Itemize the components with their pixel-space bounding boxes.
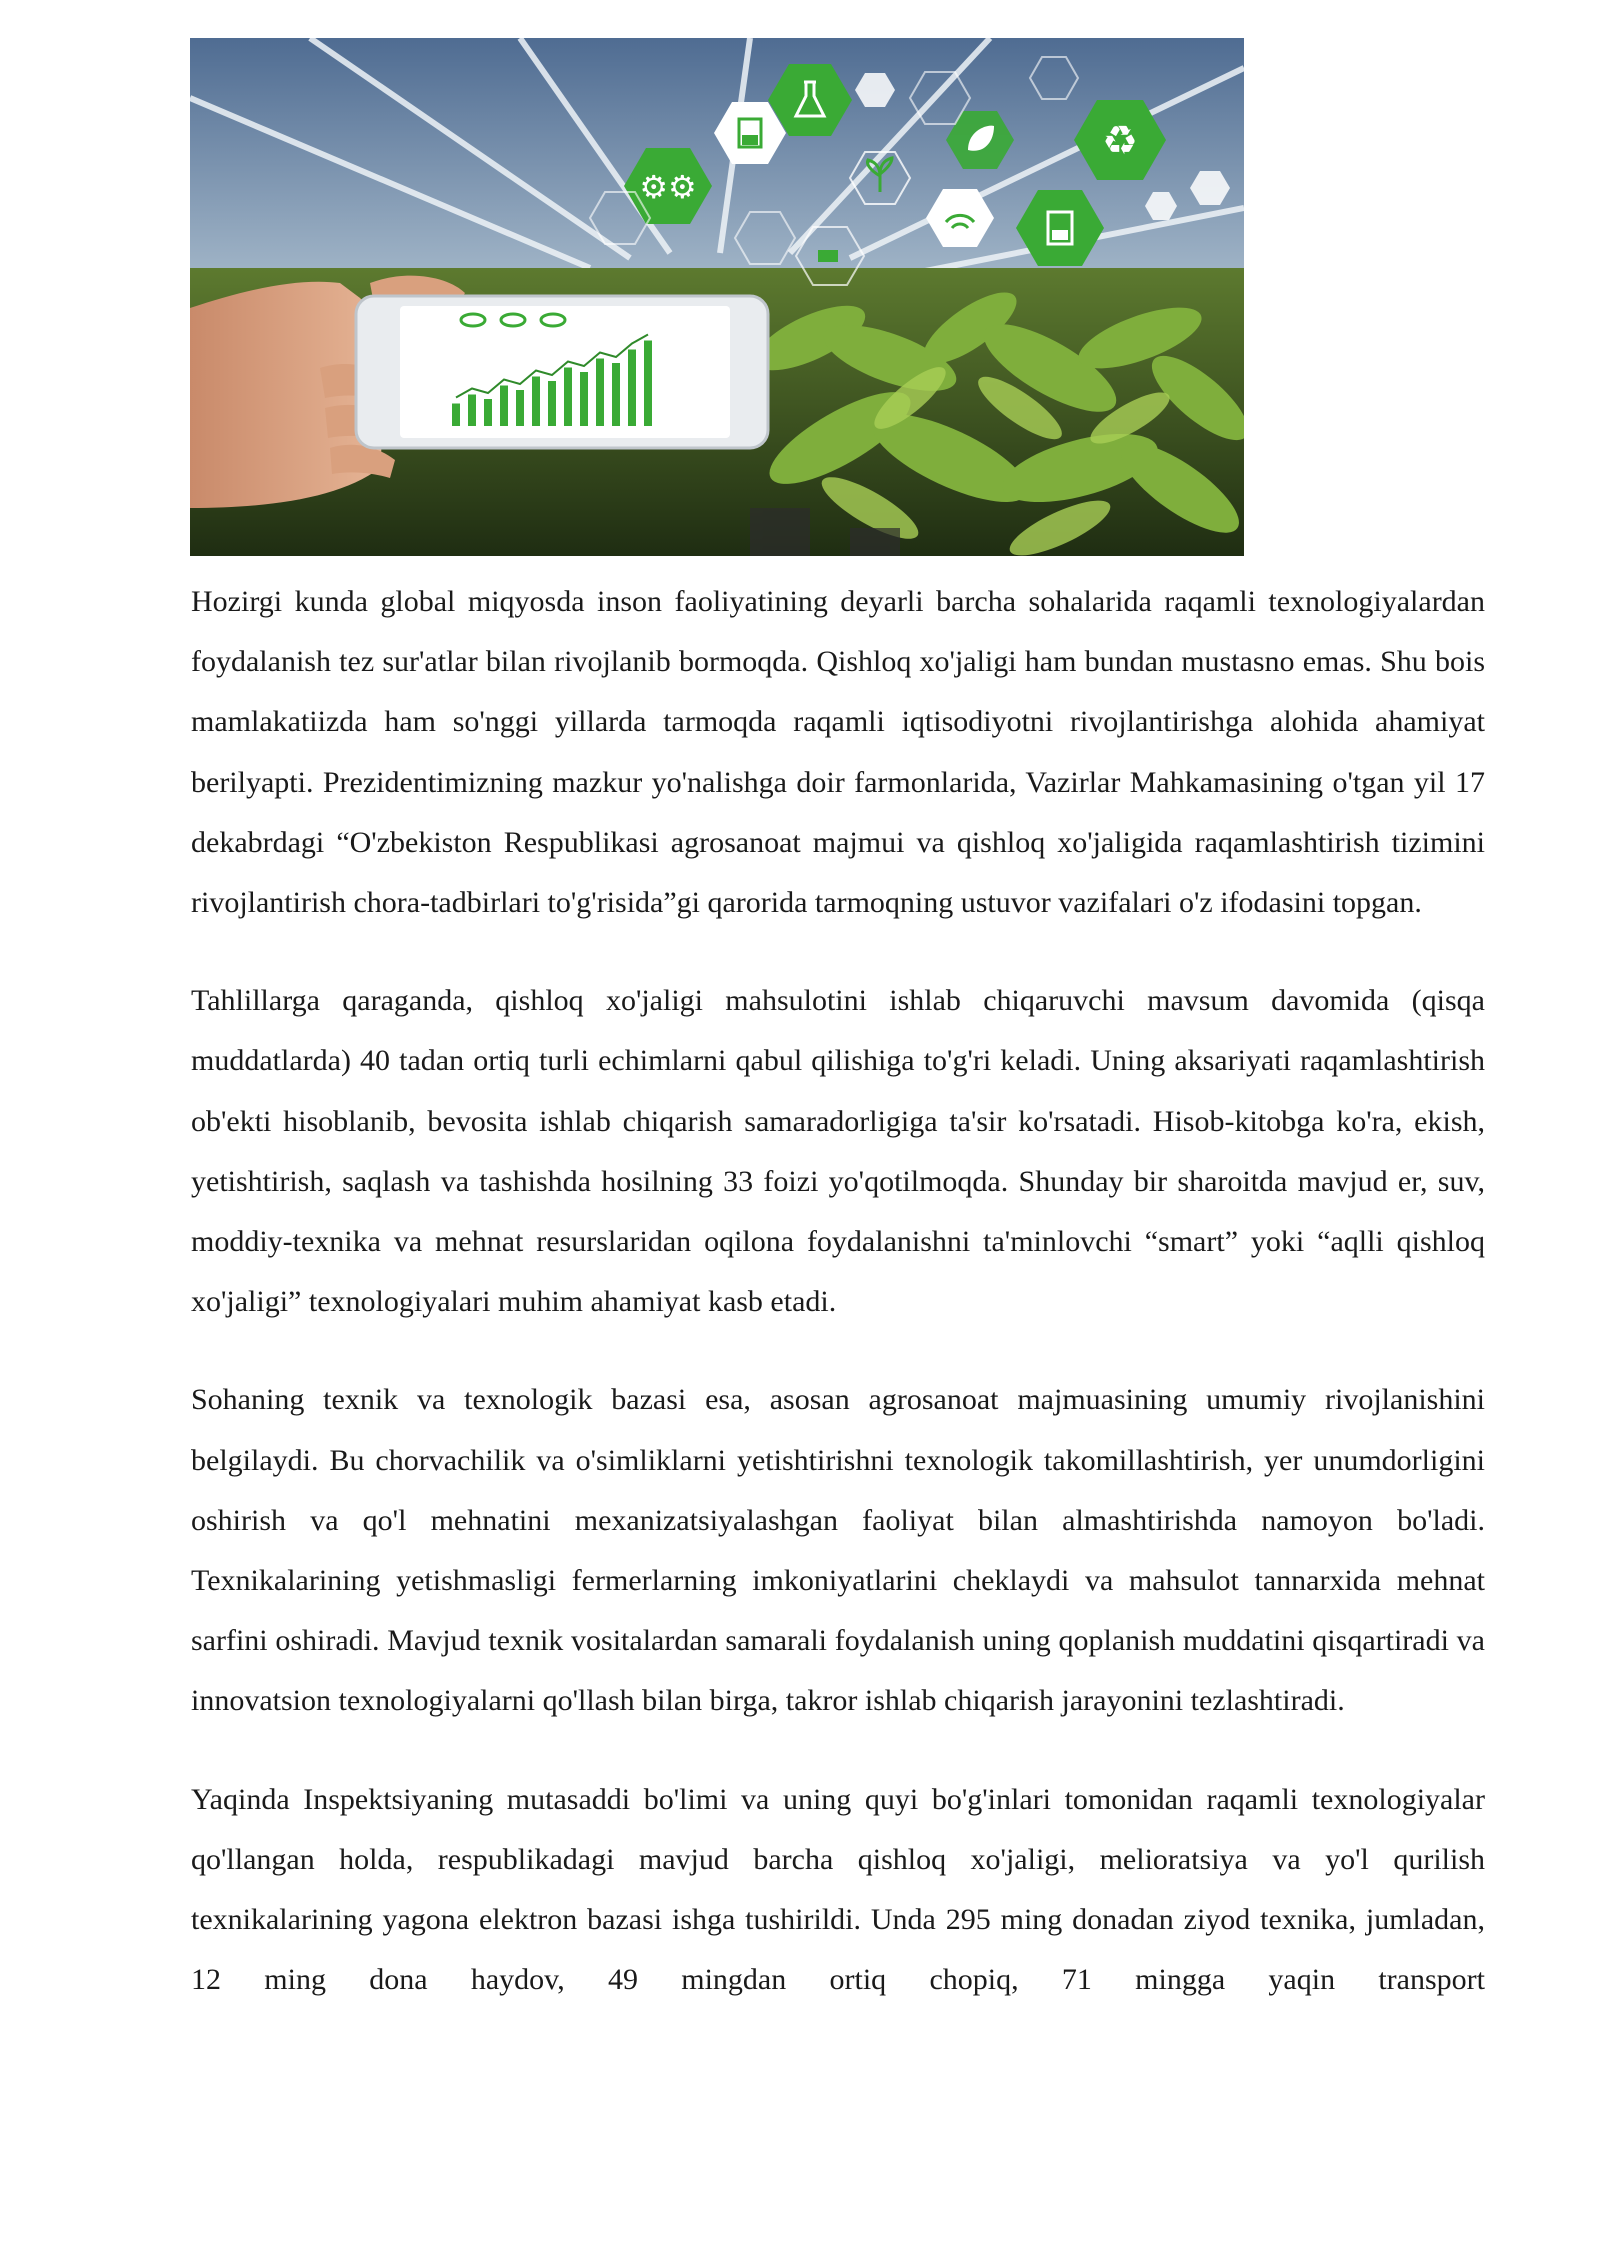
- phone-chart-bar: [468, 395, 476, 427]
- phone-chart-bar: [564, 368, 572, 427]
- phone-chart-bar: [516, 390, 524, 426]
- article-body: [191, 572, 1485, 2048]
- article-paragraph: Tahlillarga qaraganda, qishloq xo'jaligi mahsulotini ishlab chiqaruvchi mavsum davomida (qisqa muddatlarda) 40 tadan ortiq turli echimlarni qabul qilishiga to'g'ri keladi. Uning aksariyati raqamlashtirish ob'ekti hisoblanib, bevosita ishlab chiqarish samaradorligiga ta'sir ko'rsatadi. Hisob-kitobga ko'ra, ekish, yetishtirish, saqlash va tashishda hosilning 33 foizi yo'qotilmoqda. Shunday bir sharoitda mavjud er, suv, moddiy-texnika va mehnat resurslaridan oqilona foydalanishni ta'minlovchi “smart” yoki “aqlli qishloq xo'jaligi” texnologiyalari muhim ahamiyat kasb etadi.: [191, 984, 1485, 1319]
- phone-chart-bar: [452, 404, 460, 427]
- phone-chart-bar: [612, 363, 620, 426]
- article-paragraph: Sohaning texnik va texnologik bazasi esa, asosan agrosanoat majmuasining umumiy rivojlanishini belgilaydi. Bu chorvachilik va o'simliklarni yetishtirishni texnologik takomillashtirish, yer unumdorligini oshirish va qo'l mehnatini mexanizatsiyalashgan faoliyat bilan almashtirishda namoyon bo'ladi. Texnikalarining yetishmasligi fermerlarning imkoniyatlarini cheklaydi va mahsulot tannarxida mehnat sarfini oshiradi. Mavjud texnik vositalardan samarali foydalanish uning qoplanish muddatini qisqartiradi va innovatsion texnologiyalarni qo'llash bilan birga, takror ishlab chiqarish jarayonini tezlashtiradi.: [191, 1383, 1485, 1718]
- smart-farming-photo: [190, 38, 1244, 556]
- svg-text:♻: ♻: [1102, 118, 1138, 164]
- article-paragraph: Hozirgi kunda global miqyosda inson faoliyatining deyarli barcha sohalarida raqamli texnologiyalardan foydalanish tez sur'atlar bilan rivojlanib bormoqda. Qishloq xo'jaligi ham bundan mustasno emas. Shu bois mamlakatiizda ham so'nggi yillarda tarmoqda raqamli iqtisodiyotni rivojlantirishga alohida ahamiyat berilyapti. Prezidentimizning mazkur yo'nalishga doir farmonlarida, Vazirlar Mahkamasining o'tgan yil 17 dekabrdagi “O'zbekiston Respublikasi agrosanoat majmui va qishloq xo'jaligida raqamlashtirish tizimini rivojlantirish chora-tadbirlari to'g'risida”gi qarorida tarmoqning ustuvor vazifalari o'z ifodasini topgan.: [191, 585, 1485, 920]
- phone-chart-bar: [580, 372, 588, 426]
- phone-chart-bar: [484, 399, 492, 426]
- phone-chart-bar: [532, 377, 540, 427]
- phone-chart-bar: [548, 381, 556, 426]
- article-paragraph: Yaqinda Inspektsiyaning mutasaddi bo'limi va uning quyi bo'g'inlari tomonidan raqamli texnologiyalar qo'llangan holda, respublikadagi mavjud barcha qishloq xo'jaligi, melioratsiya va yo'l qurilish texnikalarining yagona elektron bazasi ishga tushirildi. Unda 295 ming donadan ziyod texnika, jumladan, 12 ming dona haydov, 49 mingdan ortiq chopiq, 71 mingga yaqin transport: [191, 1782, 1485, 1997]
- greenhouse-illustration: [190, 38, 1244, 556]
- phone-chart-bar: [644, 341, 652, 427]
- phone-chart-bar: [596, 359, 604, 427]
- phone-chart-bar: [628, 350, 636, 427]
- svg-text:⚙⚙: ⚙⚙: [639, 168, 697, 206]
- phone-chart-bar: [500, 386, 508, 427]
